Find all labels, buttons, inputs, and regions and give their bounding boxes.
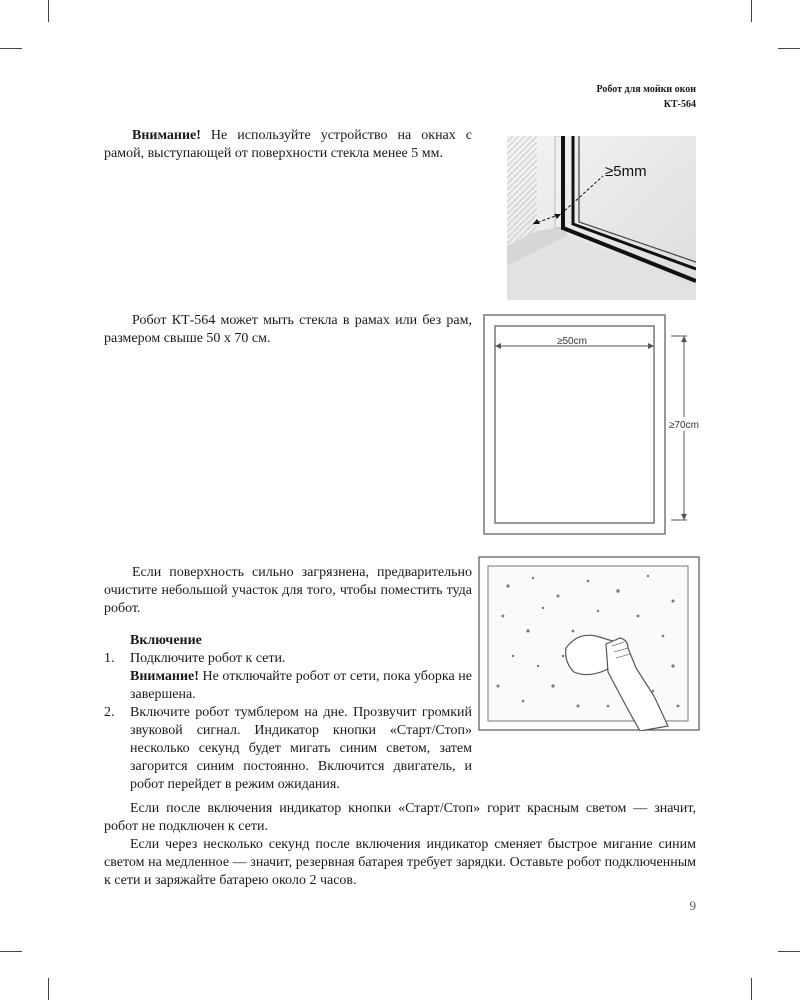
crop-mark xyxy=(48,978,49,1000)
tail-paragraph xyxy=(104,836,696,890)
gap-label: ≥5mm xyxy=(605,163,647,180)
list-number: 1. xyxy=(104,651,115,666)
crop-mark xyxy=(778,951,800,952)
crop-mark xyxy=(751,0,752,22)
height-label: ≥70cm xyxy=(669,420,699,431)
section-heading: Включение xyxy=(130,633,202,648)
header-model: КТ-564 xyxy=(663,99,696,110)
dirty-surface-text: Если поверхность сильно загрязнена, предварительно очистите небольшой участок для того, чтобы поместить туда робот. xyxy=(104,565,472,616)
width-label: ≥50cm xyxy=(557,336,587,347)
list-item xyxy=(104,650,472,704)
tail-text: Если после включения индикатор кнопки «Старт/Стоп» горит красным светом — значит, робот не подключен к сети. xyxy=(104,801,696,834)
warning-label: Внимание! xyxy=(132,128,201,143)
tail-paragraph xyxy=(104,800,696,836)
note-label: Внимание! xyxy=(130,669,199,684)
size-text: Робот КТ-564 может мыть стекла в рамах или без рам, размером свыше 50 х 70 см. xyxy=(104,313,472,346)
crop-mark xyxy=(751,978,752,1000)
running-header xyxy=(597,82,696,112)
note-text: Не отключайте робот от сети, пока уборка не завершена. xyxy=(130,669,472,702)
list-number: 2. xyxy=(104,705,115,720)
list-item xyxy=(104,704,472,794)
warning-text: Не используйте устройство на окнах с рамой, выступающей от поверхности стекла менее 5 мм. xyxy=(104,128,472,161)
dirty-surface-paragraph xyxy=(104,564,472,618)
power-on-section xyxy=(104,632,472,794)
tail-text: Если через несколько секунд после включения индикатор сменяет быстрое мигание синим светом на медленное — значит, резервная батарея требует зарядки. Оставьте робот подключенным к сети и заряжайте батарею около 2 часов. xyxy=(104,837,696,888)
list-item-text: Подключите робот к сети. xyxy=(130,651,286,666)
warning-paragraph xyxy=(104,127,472,163)
crop-mark xyxy=(0,48,22,49)
list-item-text: Включите робот тумблером на дне. Прозвучит громкий звуковой сигнал. Индикатор кнопки «Старт/Стоп» несколько секунд будет мигать синим светом, затем загорится синим постоянно. Включится двигатель, и робот перейдет в режим ожидания. xyxy=(130,705,472,792)
size-paragraph xyxy=(104,312,472,348)
page-number: 9 xyxy=(689,898,696,913)
cleaning-hand-figure xyxy=(478,556,700,731)
header-title: Робот для мойки окон xyxy=(596,84,696,95)
crop-mark xyxy=(778,48,800,49)
window-size-figure xyxy=(483,314,700,536)
window-frame-figure xyxy=(507,136,696,300)
crop-mark xyxy=(48,0,49,22)
crop-mark xyxy=(0,951,22,952)
